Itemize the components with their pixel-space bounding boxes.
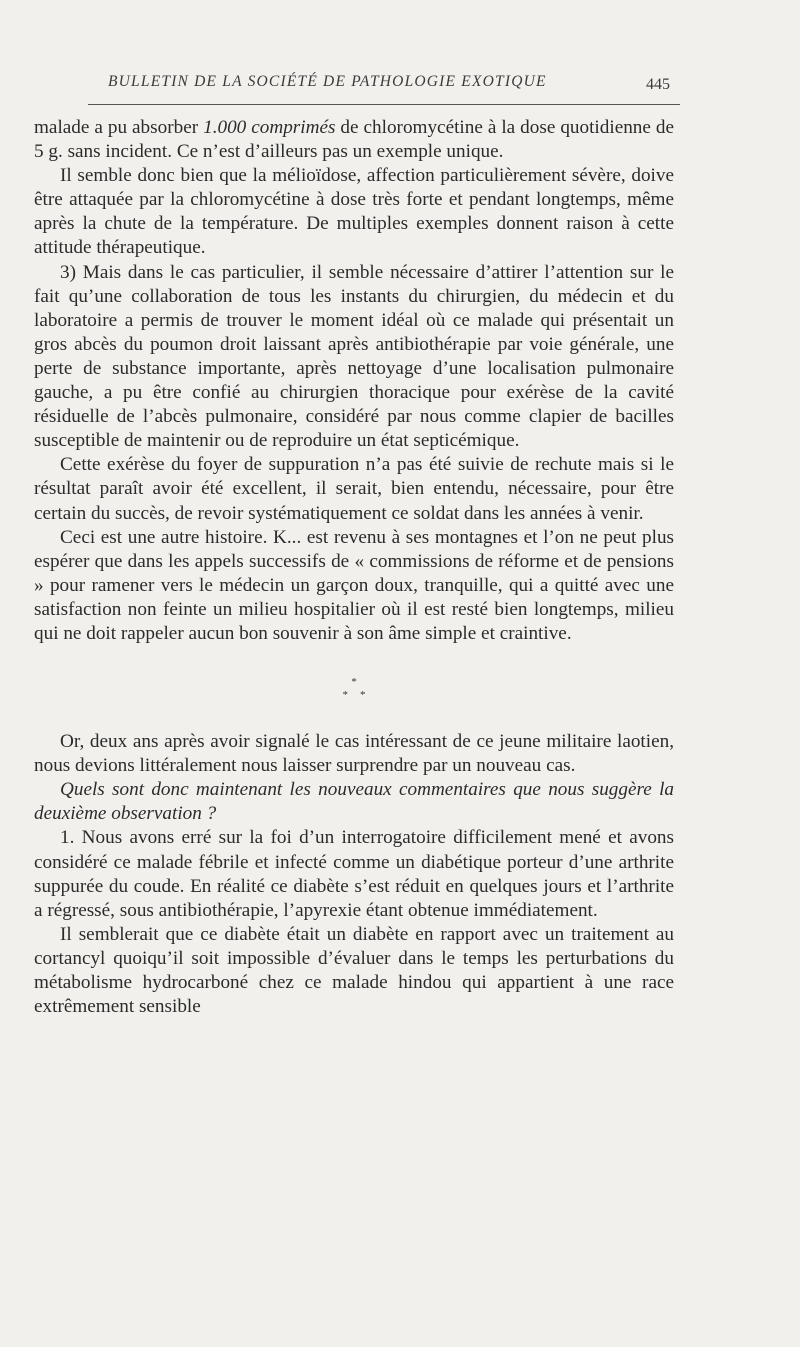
page-number: 445 xyxy=(646,76,670,93)
asterism-top-row xyxy=(34,676,674,689)
paragraph-text: malade a pu absorber xyxy=(34,117,204,138)
asterism-star: * xyxy=(342,689,348,702)
emphasis-text: 1.000 comprimés xyxy=(203,117,336,138)
asterism-bottom-row xyxy=(34,689,674,702)
asterism-star: * xyxy=(360,689,366,702)
paragraph: Cette exérèse du foyer de suppuration n’a pas été suivie de rechute mais si le résultat paraît avoir été excellent, il serait, bien entendu, nécessaire, pour être certain du succès, de revoir systématiquement ce soldat dans les années à venir. xyxy=(34,454,674,524)
paragraph xyxy=(34,778,674,826)
emphasis-text: Quels sont donc maintenant les nouveaux commentaires que nous suggère la deuxième observation ? xyxy=(34,779,674,825)
section-separator-asterism xyxy=(34,676,674,702)
paragraph: Ceci est une autre histoire. K... est revenu à ses montagnes et l’on ne peut plus espérer que dans les appels successifs de « commissions de réforme et de pensions » pour ramener vers le médecin un garçon doux, tranquille, qui a quitté avec une satisfaction non feinte un milieu hospitalier où il est resté bien longtemps, milieu qui ne doit rappeler aucun bon souvenir à son âme simple et craintive. xyxy=(34,526,674,644)
paragraph-text: de chloromycétine à la dose quotidienne de 5 g. sans incident. Ce n’est d’ailleurs pas un exemple unique. xyxy=(34,117,674,163)
body-text xyxy=(34,116,674,1019)
paragraph: Il semblerait que ce diabète était un diabète en rapport avec un traitement au cortancyl quoiqu’il soit impossible d’évaluer dans le temps les perturbations du métabolisme hydrocarboné chez ce malade hindou qui appartient à une race extrêmement sensible xyxy=(34,923,674,1018)
paragraph: 3) Mais dans le cas particulier, il semble nécessaire d’attirer l’attention sur le fait qu’une collaboration de tous les instants du chirurgien, du médecin et du laboratoire a permis de trouver le moment idéal où ce malade qui présentait un gros abcès du poumon droit laissant après antibiothérapie par voie générale, une perte de substance importante, après nettoyage d’une localisation pulmonaire gauche, a pu être confié au chirurgien thoracique pour exérèse de la cavité résiduelle de l’abcès pulmonaire, considéré par nous comme clapier de bacilles susceptible de maintenir ou de reproduire un état septicémique. xyxy=(34,261,674,452)
paragraph: Il semble donc bien que la mélioïdose, affection particulièrement sévère, doive être attaquée par la chloromycétine à dose très forte et pendant longtemps, même après la chute de la température. De multiples exemples donnent raison à cette attitude thérapeutique. xyxy=(34,165,674,259)
paragraph-continuation xyxy=(34,116,674,164)
paragraph: Or, deux ans après avoir signalé le cas intéressant de ce jeune militaire laotien, nous devions littéralement nous laisser surprendre par un nouveau cas. xyxy=(34,731,674,777)
header-rule xyxy=(88,104,680,105)
paragraph: 1. Nous avons erré sur la foi d’un interrogatoire difficilement mené et avons considéré ce malade fébrile et infecté comme un diabétique porteur d’une arthrite suppurée du coude. En réalité ce diabète s’est réduit en quelques jours et l’arthrite a régressé, sous antibiothérapie, l’apyrexie étant obtenue immédiatement. xyxy=(34,827,674,921)
running-title: BULLETIN DE LA SOCIÉTÉ DE PATHOLOGIE EXOTIQUE xyxy=(108,73,547,90)
asterism-star: * xyxy=(351,676,357,689)
